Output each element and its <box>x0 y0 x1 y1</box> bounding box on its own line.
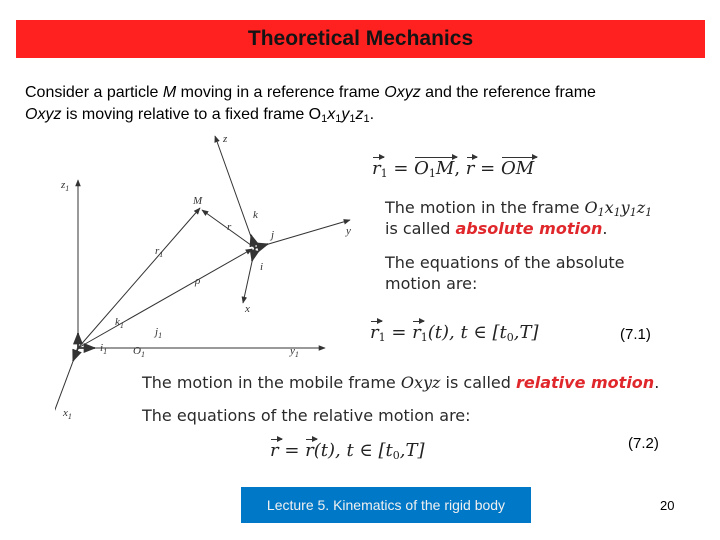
vector-r1-symbol: r <box>370 322 379 343</box>
subscript: 1 <box>420 331 428 344</box>
relative-motion-definition <box>142 372 682 393</box>
subscript: 1 <box>597 206 605 219</box>
frame-symbol: z <box>636 198 646 217</box>
term-relative-motion: relative motion <box>516 373 655 392</box>
label-M: M <box>193 195 203 207</box>
text: is called <box>440 373 516 392</box>
point-O1: O <box>414 158 429 179</box>
subscript: 1 <box>645 206 653 219</box>
vector-r1-symbol: r <box>412 322 421 343</box>
subscript: 1 <box>613 206 621 219</box>
equals-sign: = <box>387 158 415 179</box>
frame-symbol: x <box>604 198 614 217</box>
intro-frame: Oxyz <box>25 106 62 123</box>
equation-rest: (t), t ∈ [t <box>427 322 507 343</box>
text: The equations of the relative motion are: <box>142 406 471 425</box>
title-bar <box>16 20 705 58</box>
unit-j <box>255 244 268 248</box>
term-absolute-motion: absolute motion <box>455 219 603 238</box>
frame-symbol: O <box>584 198 598 217</box>
vector-r1-symbol: r <box>372 158 381 179</box>
intro-axis: x <box>327 106 336 123</box>
subscript: 1 <box>349 113 356 125</box>
comma: , <box>454 158 466 179</box>
equation-rest: (t), t ∈ [t <box>313 440 393 461</box>
equation-number-7-2: (7.2) <box>628 435 659 452</box>
vector-r-symbol: r <box>465 158 475 179</box>
vector-r1 <box>78 208 200 348</box>
unit-i1 <box>73 348 78 361</box>
intro-axis: y <box>341 106 350 123</box>
intro-text: moving in a reference frame <box>176 84 385 101</box>
label-i1: $i_1$ <box>100 342 108 356</box>
intro-text: Consider a particle <box>25 84 163 101</box>
equation-absolute-motion <box>370 322 538 343</box>
equals-sign: = <box>385 322 413 343</box>
intro-axis: z <box>355 106 364 123</box>
label-j1: $j_1$ <box>155 326 163 340</box>
intro-particle: M <box>162 84 177 101</box>
intro-paragraph <box>25 82 705 126</box>
subscript: 1 <box>428 167 436 180</box>
label-rho: ρ <box>195 275 201 287</box>
footer-label: Lecture 5. Kinematics of the rigid body <box>266 497 506 513</box>
absolute-motion-equations-intro <box>385 252 635 294</box>
label-y1: $y_1$ <box>290 345 299 359</box>
label-x1: $x_1$ <box>63 407 72 421</box>
label-x: x <box>245 303 250 315</box>
text: . <box>602 219 608 238</box>
equation-end: ,T] <box>513 322 539 343</box>
intro-text: . <box>369 106 375 123</box>
label-k: k <box>253 209 258 221</box>
label-y: y <box>346 225 351 237</box>
footer-lecture-box <box>241 487 531 523</box>
vector-r-symbol: r <box>305 440 314 461</box>
subscript: 1 <box>321 113 328 125</box>
vector-r-symbol: r <box>270 440 279 461</box>
page-number: 20 <box>660 498 675 513</box>
intro-text: is moving relative to a fixed frame O <box>61 106 322 123</box>
equals-sign: = <box>474 158 501 179</box>
equation-number-7-1: (7.1) <box>620 326 651 343</box>
intro-text: and the reference frame <box>420 84 596 101</box>
point-M: M <box>435 158 455 179</box>
label-j: j <box>271 229 275 241</box>
subscript: 1 <box>629 206 637 219</box>
equation-end: ,T] <box>399 440 425 461</box>
label-z: z <box>223 133 228 145</box>
subscript: 0 <box>392 449 400 462</box>
page-title: Theoretical Mechanics <box>247 27 474 50</box>
text: The equations of the absolute motion are: <box>385 253 625 293</box>
text: is called <box>385 219 456 238</box>
absolute-motion-definition <box>385 197 705 239</box>
intro-frame: Oxyz <box>384 84 421 101</box>
label-i: i <box>260 261 264 273</box>
equation-relative-motion <box>270 440 424 461</box>
subscript: 1 <box>335 113 342 125</box>
vector-rho <box>78 249 252 348</box>
label-r: r <box>227 221 232 233</box>
frame-symbol: y <box>620 198 630 217</box>
equals-sign: = <box>278 440 306 461</box>
label-k1: $k_1$ <box>115 316 124 330</box>
equation-position-vectors <box>372 158 534 179</box>
subscript: 1 <box>363 113 370 125</box>
text: The motion in the mobile frame <box>142 373 401 392</box>
axis-z <box>215 136 255 248</box>
subscript: 0 <box>506 331 514 344</box>
subscript: 1 <box>380 167 388 180</box>
label-z1: $z_1$ <box>61 179 70 193</box>
relative-motion-equations-intro <box>142 405 682 426</box>
frame-symbol: Oxyz <box>400 373 441 392</box>
text: The motion in the frame <box>385 198 585 217</box>
axis-y <box>255 220 350 248</box>
label-O1: $O_1$ <box>133 345 145 359</box>
vector-OM-symbol: OM <box>500 158 535 179</box>
label-r1: $r_1$ <box>155 245 164 259</box>
text: . <box>654 373 660 392</box>
subscript: 1 <box>378 331 386 344</box>
unit-i <box>252 248 255 261</box>
